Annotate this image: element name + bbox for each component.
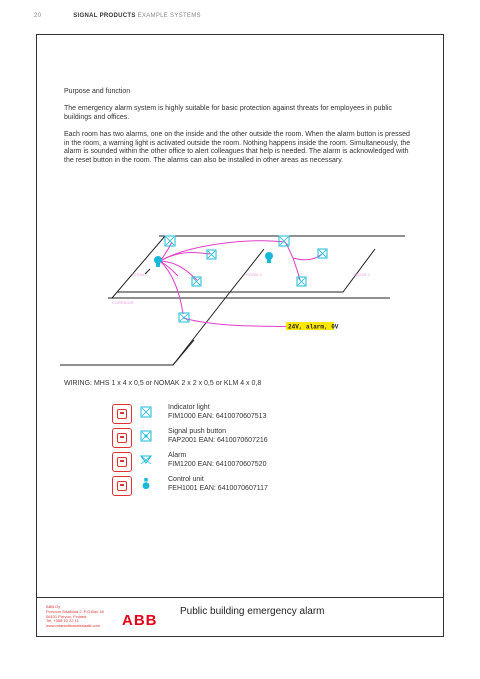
push-button-symbol-icon: [112, 428, 132, 448]
room2-devices: [265, 236, 327, 286]
address-line: 06101 Porvoo, Finland: [46, 613, 87, 619]
indicator-light-icon: [140, 406, 152, 418]
control-unit-symbol-icon: [112, 476, 132, 496]
section-title: SIGNAL PRODUCTS: [73, 13, 136, 19]
abb-logo: ABB: [122, 612, 158, 629]
room-label-1: ROOM 1: [132, 272, 148, 277]
control-unit-icon: [154, 256, 162, 264]
legend-name: Signal push button: [168, 428, 226, 435]
legend-name: Alarm: [168, 452, 187, 459]
legend-name: Indicator light: [168, 404, 210, 411]
corridor-label: CORRIDOR: [112, 300, 134, 305]
address-line: www.mtanlattiomateriaalit.com: [46, 623, 101, 629]
power-label: 24V, alarm, 0V: [288, 323, 339, 331]
paragraph-purpose: The emergency alarm system is highly suitable for basic protection against threats for employees in public buildings and offices.: [64, 105, 392, 121]
legend-code: FIM1000 EAN: 6410070607513: [168, 413, 267, 420]
control-unit-icon: [265, 252, 273, 260]
paragraph-function: Each room has two alarms, one on the inside and the other outside the room. When the alarm button is pressed in the room, a warning light is activated outside the room. Nothing happens inside the room. Simultaneously, the alarm is sounded within the other office to alert colleagues that help is needed. The alarm is acknowledged with the reset button in the room. The alarms can also be installed in other areas as necessary.: [64, 131, 411, 164]
address-line: Porvoon Sisällönä 2, P.O.Box 18: [46, 608, 104, 614]
push-button-icon: [140, 430, 152, 442]
wiring-lines: [160, 241, 330, 327]
corridor-devices: [179, 313, 189, 322]
control-unit-icon: [140, 478, 152, 490]
legend-name: Control unit: [168, 476, 204, 483]
footer-divider: [36, 597, 444, 598]
legend-code: FIM1200 EAN: 6410070607520: [168, 461, 267, 468]
legend-item-control-unit: [112, 476, 412, 504]
indicator-light-symbol-icon: [112, 404, 132, 424]
legend-code: FEH1001 EAN: 6410070607117: [168, 485, 268, 492]
wiring-spec: WIRING: MHS 1 x 4 x 0,5 or NOMAK 2 x 2 x 0,5 or KLM 4 x 0,8: [64, 380, 262, 387]
floor-plan-diagram: [60, 232, 410, 374]
legend-code: FAP2001 EAN: 6410070607216: [168, 437, 268, 444]
room-label-3: ROOM 3: [354, 272, 370, 277]
content-heading: Purpose and function: [64, 88, 131, 95]
alarm-symbol-icon: [112, 452, 132, 472]
section-subtitle: EXAMPLE SYSTEMS: [137, 13, 201, 19]
address-line: Tel. +358 10 22 11: [46, 618, 79, 624]
page-number: 20: [34, 13, 42, 19]
room-label-2: ROOM 2: [246, 272, 262, 277]
company-address: [46, 605, 104, 629]
alarm-icon: [140, 454, 152, 466]
page-header: [34, 13, 201, 19]
footer-title: Public building emergency alarm: [180, 606, 325, 617]
address-line: ABB Oy: [46, 604, 61, 609]
